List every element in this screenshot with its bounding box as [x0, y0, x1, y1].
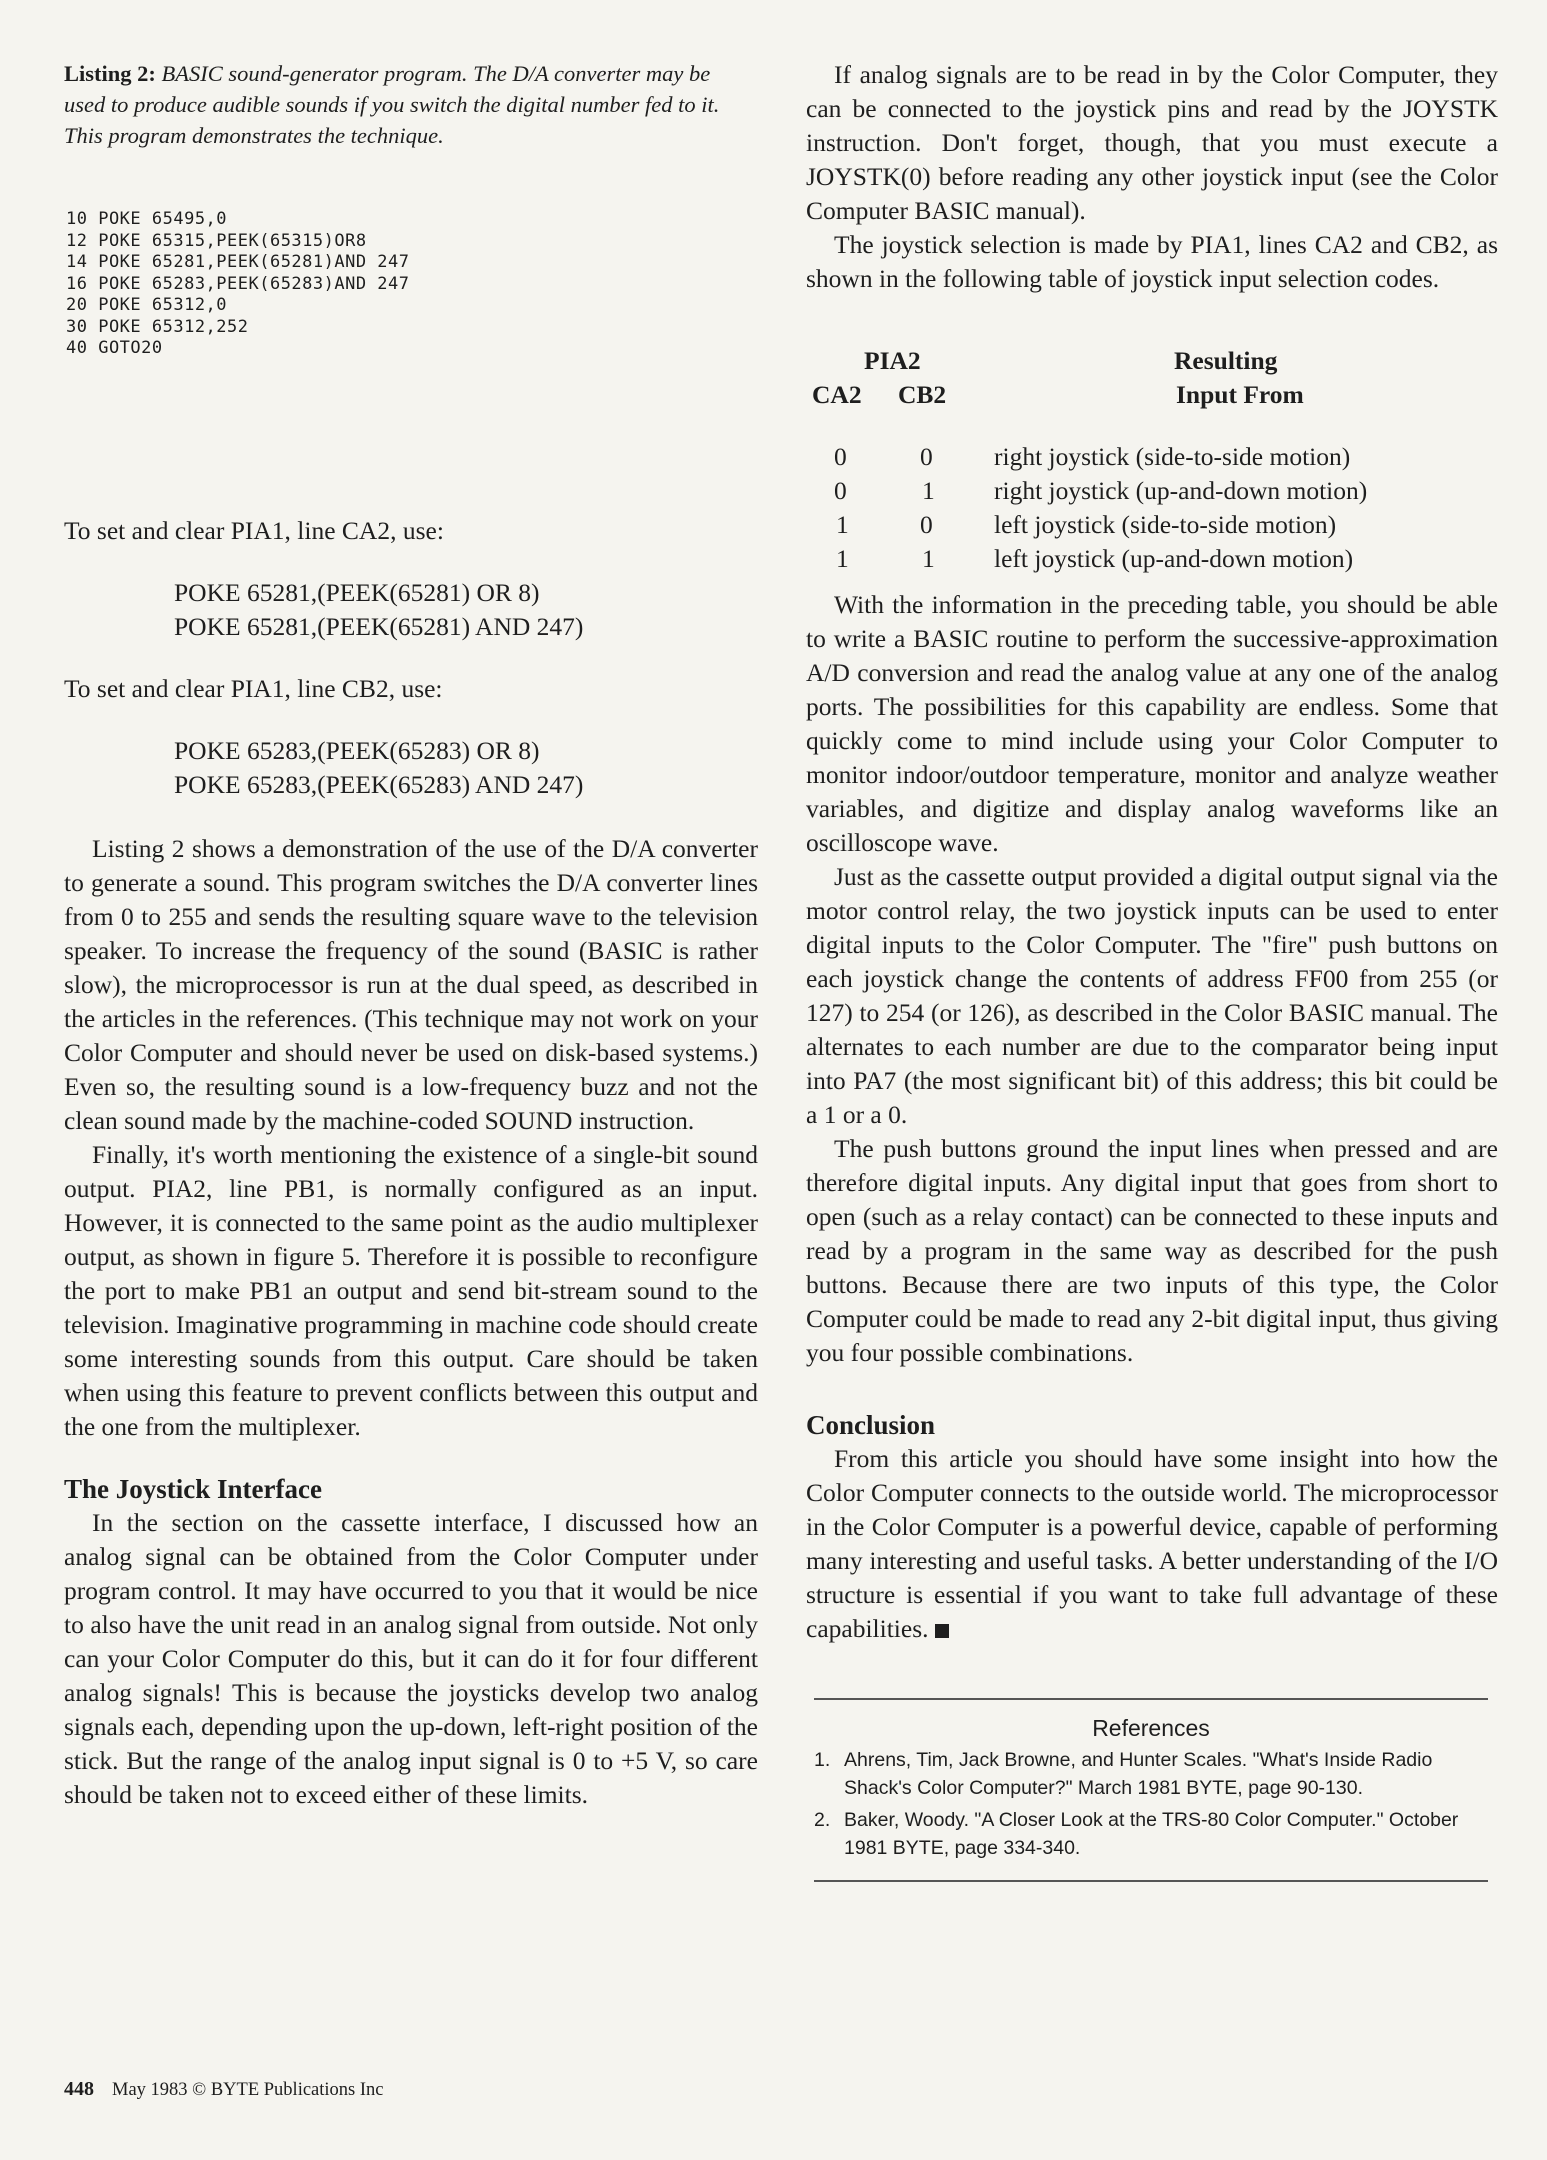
code-line: 14 POKE 65281,PEEK(65281)AND 247	[66, 252, 410, 272]
table-column-header: CB2	[898, 380, 947, 409]
section-heading-joystick: The Joystick Interface	[64, 1473, 322, 1504]
table-cell: right joystick (side-to-side motion)	[994, 442, 1351, 471]
table-row	[806, 510, 1498, 544]
table-cell: 1	[922, 544, 935, 573]
paragraph: In the section on the cassette interface, I discussed how an analog signal can be obtained from the Color Computer under program control. It may have occurred to you that it would be nice to also have the unit read in an analog signal from outside. Not only can your Color Computer do this, but it can do it for four different analog signals! This is because the joysticks develop two analog signals each, depending upon the up-down, left-right position of the stick. But the range of the analog input signal is 0 to +5 V, so care should be taken not to exceed either of these limits.	[64, 1507, 758, 1809]
table-row	[806, 544, 1498, 578]
section-heading-conclusion: Conclusion	[806, 1410, 936, 1440]
reference-text: Baker, Woody. "A Closer Look at the TRS-80 Color Computer." October 1981 BYTE, page 334-340.	[844, 1809, 1459, 1859]
reference-number: 1.	[814, 1749, 831, 1771]
conclusion-text: From this article you should have some insight into how the Color Computer connects to the outside world. The microprocessor in the Color Computer is a powerful device, capable of performing many interesting and useful tasks. A better understanding of the I/O structure is essential if you want to take full advantage of these capabilities.	[806, 1444, 1498, 1643]
paragraph	[806, 1442, 1498, 1646]
cb2-lead-text: To set and clear PIA1, line CB2, use:	[64, 673, 443, 703]
code-line: 10 POKE 65495,0	[66, 209, 228, 229]
paragraph: Finally, it's worth mentioning the existence of a single-bit sound output. PIA2, line PB1, is normally configured as an input. However, it is connected to the same point as the audio multiplexer output, as shown in figure 5. Therefore it is possible to reconfigure the port to make PB1 an output and send bit-stream sound to the television. Imaginative programming in machine code should create some interesting sounds from this output. Care should be taken when using this feature to prevent conflicts between this output and the one from the multiplexer.	[64, 1139, 758, 1441]
table-cell: 0	[920, 442, 933, 471]
paragraph: Just as the cassette output provided a digital output signal via the motor control relay, the two joystick inputs can be used to enter digital inputs to the Color Computer. The "fire" push buttons on each joystick change the contents of address FF00 from 255 (or 127) to 254 (or 126), as described in the Color BASIC manual. The alternates to each number are due to the comparator being input into PA7 (the most significant bit) of this address; this bit could be a 1 or a 0.	[806, 862, 1498, 1129]
table-cell: 1	[922, 476, 935, 505]
page-number: 448	[64, 2078, 94, 2100]
code-line: 40 GOTO20	[66, 338, 163, 358]
listing-caption	[64, 58, 748, 151]
poke-line: POKE 65281,(PEEK(65281) AND 247)	[174, 611, 584, 641]
footer-text: May 1983 © BYTE Publications Inc	[112, 2080, 384, 2100]
cb2-poke-block	[174, 734, 758, 802]
paragraph: The push buttons ground the input lines when pressed and are therefore digital inputs. Any digital input that goes from short to open (such as a relay contact) can be connected to these inputs and read by a program in the same way as described for the push buttons. Because there are two inputs of this type, the Color Computer could be made to read any 2-bit digital input, thus giving you four possible combinations.	[806, 1134, 1498, 1367]
table-column-header: CA2	[812, 380, 862, 409]
paragraph: With the information in the preceding table, you should be able to write a BASIC routine to perform the successive-approximation A/D conversion and read the analog value at any one of the analog ports. The possibilities for this capability are endless. Some that quickly come to mind include using your Color Computer to monitor indoor/outdoor temperature, monitor and analyze weather variables, and digitize and display analog waveforms like an oscilloscope wave.	[806, 590, 1498, 857]
end-mark-icon	[935, 1624, 949, 1638]
table-cell: 0	[834, 476, 847, 505]
ca2-poke-block	[174, 576, 758, 644]
table-row	[806, 476, 1498, 510]
code-line: 20 POKE 65312,0	[66, 295, 228, 315]
table-cell: 1	[836, 544, 849, 573]
table-cell: right joystick (up-and-down motion)	[994, 476, 1368, 505]
listing-caption-text: BASIC sound-generator program. The D/A converter may be used to produce audible sounds if you switch the digital number fed to it. This program demonstrates the technique.	[64, 61, 720, 148]
reference-text: Ahrens, Tim, Jack Browne, and Hunter Scales. "What's Inside Radio Shack's Color Computer?" March 1981 BYTE, page 90-130.	[844, 1749, 1433, 1799]
table-row	[806, 442, 1498, 476]
code-line: 16 POKE 65283,PEEK(65283)AND 247	[66, 273, 410, 294]
paragraph: Listing 2 shows a demonstration of the use of the D/A converter to generate a sound. This program switches the D/A converter lines from 0 to 255 and sends the resulting square wave to the television speaker. To increase the frequency of the sound (BASIC is rather slow), the microprocessor is run at the dual speed, as described in the articles in the references. (This technique may not work on your Color Computer and should never be used on disk-based systems.) Even so, the resulting sound is a low-frequency buzz and not the clean sound made by the machine-coded SOUND instruction.	[64, 833, 758, 1135]
reference-number: 2.	[814, 1809, 831, 1831]
code-line: 12 POKE 65315,PEEK(65315)OR8	[66, 230, 367, 251]
table-cell: 0	[920, 510, 933, 539]
listing-label: Listing 2:	[64, 61, 156, 86]
table-cell: 1	[836, 510, 849, 539]
table-cell: 0	[834, 442, 847, 471]
joystick-selection-table	[806, 346, 1498, 573]
table-cell: left joystick (up-and-down motion)	[994, 544, 1354, 573]
ca2-lead-text: To set and clear PIA1, line CA2, use:	[64, 515, 444, 545]
right-column	[806, 58, 1498, 1882]
code-listing	[66, 209, 758, 360]
poke-line: POKE 65283,(PEEK(65283) OR 8)	[174, 735, 540, 765]
poke-line: POKE 65281,(PEEK(65281) OR 8)	[174, 577, 540, 607]
table-header	[806, 346, 1498, 442]
code-line: 30 POKE 65312,252	[66, 316, 249, 337]
table-group-header: PIA2	[864, 346, 921, 375]
references-title: References	[1092, 1715, 1210, 1741]
table-column-header: Resulting	[1174, 346, 1278, 375]
table-column-header: Input From	[1176, 380, 1304, 409]
reference-item	[814, 1746, 1488, 1802]
paragraph: If analog signals are to be read in by the Color Computer, they can be connected to the joystick pins and read by the JOYSTK instruction. Don't forget, though, that you must execute a JOYSTK(0) before reading any other joystick input (see the Color Computer BASIC manual).	[806, 60, 1498, 225]
references-box	[814, 1698, 1488, 1882]
reference-item	[814, 1806, 1488, 1862]
left-column	[64, 58, 758, 1812]
table-cell: left joystick (side-to-side motion)	[994, 510, 1337, 539]
poke-line: POKE 65283,(PEEK(65283) AND 247)	[174, 769, 584, 799]
paragraph: The joystick selection is made by PIA1, lines CA2 and CB2, as shown in the following table of joystick input selection codes.	[806, 230, 1498, 293]
page-footer	[64, 2078, 383, 2101]
